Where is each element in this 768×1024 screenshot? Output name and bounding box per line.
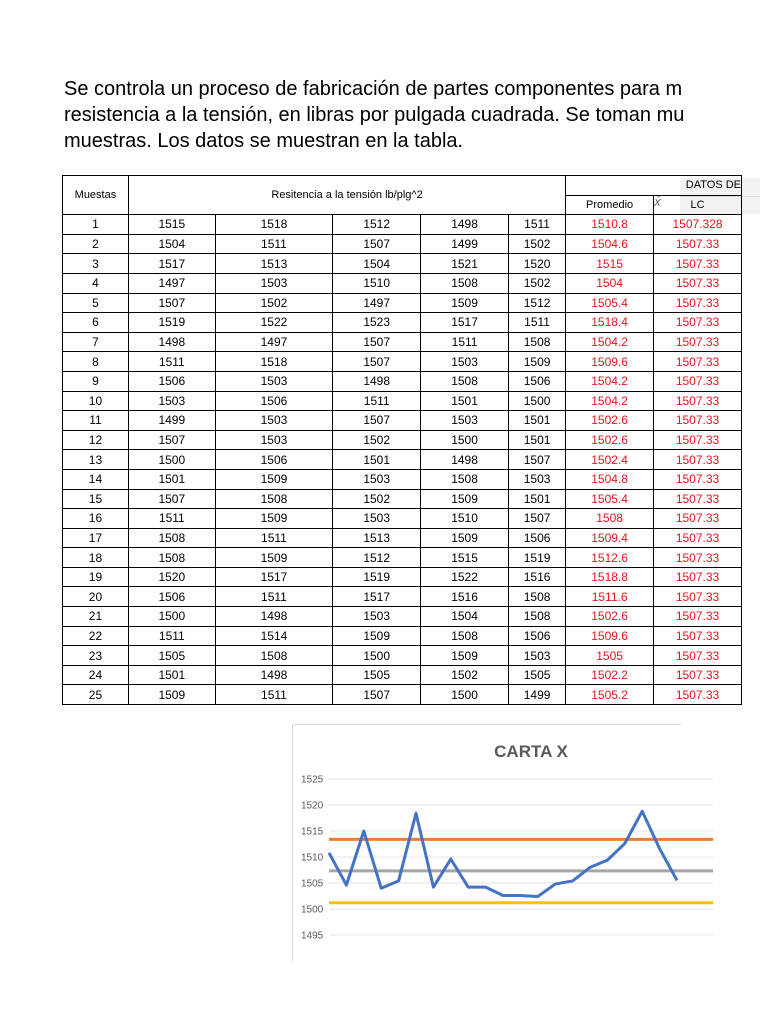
promedio-value: 1518.4 xyxy=(566,313,654,333)
row-number: 5 xyxy=(63,293,129,313)
resistance-value: 1508 xyxy=(508,587,565,607)
resistance-value: 1511 xyxy=(128,626,215,646)
resistance-value: 1508 xyxy=(421,371,509,391)
resistance-value: 1508 xyxy=(508,332,565,352)
table-row xyxy=(63,528,742,548)
promedio-value: 1510.8 xyxy=(566,215,654,235)
resistance-value: 1501 xyxy=(421,391,509,411)
resistance-value: 1516 xyxy=(421,587,509,607)
lc-value: 1507.33 xyxy=(654,469,742,489)
promedio-value: 1502.6 xyxy=(566,430,654,450)
resistance-value: 1507 xyxy=(333,685,421,705)
resistance-value: 1498 xyxy=(421,215,509,235)
lc-value: 1507.33 xyxy=(654,293,742,313)
y-tick-label: 1515 xyxy=(301,826,324,838)
resistance-value: 1514 xyxy=(215,626,333,646)
promedio-value: 1509.4 xyxy=(566,528,654,548)
lc-value: 1507.33 xyxy=(654,489,742,509)
resistance-value: 1523 xyxy=(333,313,421,333)
row-number: 8 xyxy=(63,352,129,372)
row-number: 4 xyxy=(63,273,129,293)
resistance-value: 1497 xyxy=(215,332,333,352)
resistance-value: 1503 xyxy=(421,411,509,431)
promedio-value: 1515 xyxy=(566,254,654,274)
resistance-value: 1513 xyxy=(215,254,333,274)
table-row xyxy=(63,411,742,431)
row-number: 20 xyxy=(63,587,129,607)
row-number: 1 xyxy=(63,215,129,235)
resistance-value: 1503 xyxy=(508,469,565,489)
resistance-value: 1506 xyxy=(215,450,333,470)
promedio-value: 1502.6 xyxy=(566,607,654,627)
resistance-value: 1508 xyxy=(421,626,509,646)
resistance-value: 1509 xyxy=(333,626,421,646)
row-number: 21 xyxy=(63,607,129,627)
resistance-value: 1509 xyxy=(508,352,565,372)
resistance-value: 1505 xyxy=(508,665,565,685)
carta-x-chart xyxy=(293,725,713,961)
lc-value: 1507.33 xyxy=(654,626,742,646)
row-number: 25 xyxy=(63,685,129,705)
resistance-value: 1504 xyxy=(128,234,215,254)
resistance-value: 1507 xyxy=(128,293,215,313)
y-tick-label: 1500 xyxy=(301,904,324,916)
header-lc: LC xyxy=(654,195,742,215)
resistance-value: 1508 xyxy=(215,489,333,509)
row-number: 13 xyxy=(63,450,129,470)
intro-line-1: Se controla un proceso de fabricación de partes componentes para m xyxy=(64,78,683,100)
lc-value: 1507.328 xyxy=(654,215,742,235)
row-number: 12 xyxy=(63,430,129,450)
resistance-value: 1513 xyxy=(333,528,421,548)
resistance-value: 1508 xyxy=(421,469,509,489)
resistance-value: 1508 xyxy=(508,607,565,627)
lc-value: 1507.33 xyxy=(654,685,742,705)
table-row xyxy=(63,626,742,646)
resistance-value: 1503 xyxy=(421,352,509,372)
promedio-value: 1509.6 xyxy=(566,352,654,372)
lc-value: 1507.33 xyxy=(654,332,742,352)
table-viewport xyxy=(0,170,741,710)
resistance-value: 1522 xyxy=(215,313,333,333)
resistance-value: 1507 xyxy=(508,509,565,529)
resistance-value: 1510 xyxy=(333,273,421,293)
resistance-value: 1503 xyxy=(215,371,333,391)
lc-value: 1507.33 xyxy=(654,411,742,431)
resistance-value: 1498 xyxy=(128,332,215,352)
resistance-value: 1504 xyxy=(421,607,509,627)
resistance-value: 1500 xyxy=(421,430,509,450)
resistance-value: 1519 xyxy=(333,567,421,587)
resistance-value: 1500 xyxy=(333,646,421,666)
resistance-value: 1498 xyxy=(333,371,421,391)
resistance-value: 1517 xyxy=(128,254,215,274)
lc-value: 1507.33 xyxy=(654,509,742,529)
resistance-value: 1499 xyxy=(508,685,565,705)
promedio-value: 1505.4 xyxy=(566,489,654,509)
lc-value: 1507.33 xyxy=(654,430,742,450)
resistance-value: 1503 xyxy=(215,411,333,431)
resistance-value: 1519 xyxy=(508,548,565,568)
resistance-value: 1505 xyxy=(333,665,421,685)
resistance-value: 1509 xyxy=(128,685,215,705)
resistance-value: 1502 xyxy=(508,273,565,293)
resistance-value: 1509 xyxy=(215,548,333,568)
resistance-value: 1511 xyxy=(421,332,509,352)
row-number: 7 xyxy=(63,332,129,352)
resistance-value: 1506 xyxy=(508,371,565,391)
header-muestras: Muestas xyxy=(63,176,129,215)
table-row xyxy=(63,430,742,450)
lc-value: 1507.33 xyxy=(654,567,742,587)
promedio-value: 1509.6 xyxy=(566,626,654,646)
resistance-value: 1501 xyxy=(128,665,215,685)
row-number: 11 xyxy=(63,411,129,431)
lc-value: 1507.33 xyxy=(654,528,742,548)
resistance-value: 1511 xyxy=(508,313,565,333)
resistance-value: 1507 xyxy=(333,234,421,254)
xbar-icon: X̄ xyxy=(654,198,661,209)
resistance-value: 1518 xyxy=(215,352,333,372)
resistance-value: 1503 xyxy=(508,646,565,666)
table-row xyxy=(63,371,742,391)
table-row xyxy=(63,646,742,666)
resistance-value: 1506 xyxy=(508,626,565,646)
resistance-value: 1499 xyxy=(421,234,509,254)
y-tick-label: 1495 xyxy=(301,930,324,942)
table-row xyxy=(63,685,742,705)
table-row xyxy=(63,215,742,235)
row-number: 18 xyxy=(63,548,129,568)
resistance-value: 1501 xyxy=(128,469,215,489)
table-row xyxy=(63,313,742,333)
lc-value: 1507.33 xyxy=(654,273,742,293)
resistance-value: 1511 xyxy=(215,528,333,548)
resistance-value: 1512 xyxy=(333,548,421,568)
lc-value: 1507.33 xyxy=(654,371,742,391)
resistance-value: 1520 xyxy=(128,567,215,587)
table-row xyxy=(63,332,742,352)
resistance-value: 1512 xyxy=(508,293,565,313)
resistance-value: 1503 xyxy=(215,430,333,450)
resistance-value: 1509 xyxy=(421,528,509,548)
resistance-value: 1515 xyxy=(128,215,215,235)
row-number: 2 xyxy=(63,234,129,254)
y-tick-label: 1505 xyxy=(301,878,324,890)
resistance-value: 1498 xyxy=(421,450,509,470)
table-row xyxy=(63,469,742,489)
row-number: 6 xyxy=(63,313,129,333)
table-row xyxy=(63,587,742,607)
resistance-value: 1519 xyxy=(128,313,215,333)
resistance-value: 1517 xyxy=(215,567,333,587)
lc-value: 1507.33 xyxy=(654,646,742,666)
table-row xyxy=(63,273,742,293)
resistance-value: 1508 xyxy=(128,548,215,568)
resistance-value: 1505 xyxy=(128,646,215,666)
row-number: 3 xyxy=(63,254,129,274)
intro-text xyxy=(64,76,764,156)
resistance-value: 1507 xyxy=(333,411,421,431)
y-tick-label: 1510 xyxy=(301,852,324,864)
resistance-value: 1501 xyxy=(333,450,421,470)
lc-value: 1507.33 xyxy=(654,665,742,685)
promedio-value: 1502.4 xyxy=(566,450,654,470)
row-number: 24 xyxy=(63,665,129,685)
table-row xyxy=(63,548,742,568)
table-row xyxy=(63,450,742,470)
table-row xyxy=(63,254,742,274)
promedio-value: 1502.6 xyxy=(566,411,654,431)
resistance-value: 1501 xyxy=(508,430,565,450)
resistance-value: 1511 xyxy=(215,685,333,705)
resistance-value: 1498 xyxy=(215,665,333,685)
resistance-value: 1511 xyxy=(215,234,333,254)
row-number: 17 xyxy=(63,528,129,548)
resistance-value: 1518 xyxy=(215,215,333,235)
resistance-value: 1516 xyxy=(508,567,565,587)
promedio-value: 1505.2 xyxy=(566,685,654,705)
resistance-value: 1509 xyxy=(215,469,333,489)
table-row xyxy=(63,665,742,685)
table-row xyxy=(63,234,742,254)
row-number: 16 xyxy=(63,509,129,529)
resistance-value: 1510 xyxy=(421,509,509,529)
lc-value: 1507.33 xyxy=(654,352,742,372)
lc-value: 1507.33 xyxy=(654,607,742,627)
resistance-value: 1522 xyxy=(421,567,509,587)
resistance-value: 1500 xyxy=(128,450,215,470)
resistance-value: 1502 xyxy=(333,489,421,509)
row-number: 14 xyxy=(63,469,129,489)
promedio-value: 1518.8 xyxy=(566,567,654,587)
resistance-value: 1507 xyxy=(128,430,215,450)
resistance-value: 1503 xyxy=(333,469,421,489)
resistance-value: 1497 xyxy=(128,273,215,293)
row-number: 22 xyxy=(63,626,129,646)
resistance-value: 1502 xyxy=(333,430,421,450)
resistance-value: 1511 xyxy=(215,587,333,607)
row-number: 23 xyxy=(63,646,129,666)
lc-value: 1507.33 xyxy=(654,313,742,333)
resistance-value: 1506 xyxy=(128,371,215,391)
lc-value: 1507.33 xyxy=(654,450,742,470)
lc-value: 1507.33 xyxy=(654,391,742,411)
resistance-value: 1497 xyxy=(333,293,421,313)
intro-line-3: muestras. Los datos se muestran en la tabla. xyxy=(64,130,464,152)
promedio-value: 1504.2 xyxy=(566,391,654,411)
promedio-value: 1505 xyxy=(566,646,654,666)
series-line-promedio xyxy=(329,811,677,896)
promedio-value: 1508 xyxy=(566,509,654,529)
resistance-value: 1517 xyxy=(421,313,509,333)
row-number: 9 xyxy=(63,371,129,391)
y-tick-label: 1520 xyxy=(301,800,324,812)
promedio-value: 1504 xyxy=(566,273,654,293)
resistance-value: 1511 xyxy=(333,391,421,411)
resistance-value: 1511 xyxy=(128,509,215,529)
resistance-value: 1499 xyxy=(128,411,215,431)
resistance-value: 1509 xyxy=(421,293,509,313)
lc-value: 1507.33 xyxy=(654,548,742,568)
table-row xyxy=(63,391,742,411)
table-row xyxy=(63,293,742,313)
resistance-value: 1517 xyxy=(333,587,421,607)
lc-value: 1507.33 xyxy=(654,587,742,607)
header-promedio: Promedio xyxy=(566,195,654,215)
resistance-value: 1504 xyxy=(333,254,421,274)
y-tick-label: 1525 xyxy=(301,774,324,786)
resistance-value: 1512 xyxy=(333,215,421,235)
resistance-value: 1506 xyxy=(215,391,333,411)
data-table xyxy=(62,175,742,705)
resistance-value: 1500 xyxy=(421,685,509,705)
resistance-value: 1503 xyxy=(333,509,421,529)
promedio-value: 1505.4 xyxy=(566,293,654,313)
resistance-value: 1509 xyxy=(421,489,509,509)
resistance-value: 1500 xyxy=(128,607,215,627)
resistance-value: 1503 xyxy=(128,391,215,411)
resistance-value: 1515 xyxy=(421,548,509,568)
chart-title: CARTA X xyxy=(494,742,568,761)
resistance-value: 1508 xyxy=(128,528,215,548)
resistance-value: 1508 xyxy=(215,646,333,666)
resistance-value: 1507 xyxy=(333,352,421,372)
resistance-value: 1506 xyxy=(508,528,565,548)
resistance-value: 1501 xyxy=(508,411,565,431)
row-number: 19 xyxy=(63,567,129,587)
table-row xyxy=(63,509,742,529)
promedio-value: 1511.6 xyxy=(566,587,654,607)
resistance-value: 1511 xyxy=(128,352,215,372)
resistance-value: 1509 xyxy=(421,646,509,666)
intro-line-2: resistencia a la tensión, en libras por pulgada cuadrada. Se toman mu xyxy=(64,104,685,126)
resistance-value: 1501 xyxy=(508,489,565,509)
promedio-value: 1512.6 xyxy=(566,548,654,568)
resistance-value: 1511 xyxy=(508,215,565,235)
resistance-value: 1502 xyxy=(421,665,509,685)
promedio-value: 1504.8 xyxy=(566,469,654,489)
resistance-value: 1509 xyxy=(215,509,333,529)
row-number: 10 xyxy=(63,391,129,411)
table-row xyxy=(63,607,742,627)
lc-value: 1507.33 xyxy=(654,254,742,274)
resistance-value: 1520 xyxy=(508,254,565,274)
resistance-value: 1507 xyxy=(333,332,421,352)
resistance-value: 1521 xyxy=(421,254,509,274)
resistance-value: 1508 xyxy=(421,273,509,293)
header-resistencia: Resitencia a la tensión lb/plg^2 xyxy=(128,176,565,215)
resistance-value: 1507 xyxy=(128,489,215,509)
promedio-value: 1504.2 xyxy=(566,332,654,352)
row-number: 15 xyxy=(63,489,129,509)
resistance-value: 1503 xyxy=(333,607,421,627)
chart-container xyxy=(292,724,681,961)
resistance-value: 1500 xyxy=(508,391,565,411)
table-row xyxy=(63,489,742,509)
promedio-value: 1504.2 xyxy=(566,371,654,391)
resistance-value: 1506 xyxy=(128,587,215,607)
resistance-value: 1502 xyxy=(215,293,333,313)
resistance-value: 1502 xyxy=(508,234,565,254)
header-datos: DATOS DE xyxy=(566,176,742,196)
table-row xyxy=(63,567,742,587)
resistance-value: 1503 xyxy=(215,273,333,293)
promedio-value: 1504.6 xyxy=(566,234,654,254)
lc-value: 1507.33 xyxy=(654,234,742,254)
promedio-value: 1502.2 xyxy=(566,665,654,685)
resistance-value: 1498 xyxy=(215,607,333,627)
resistance-value: 1507 xyxy=(508,450,565,470)
table-row xyxy=(63,352,742,372)
